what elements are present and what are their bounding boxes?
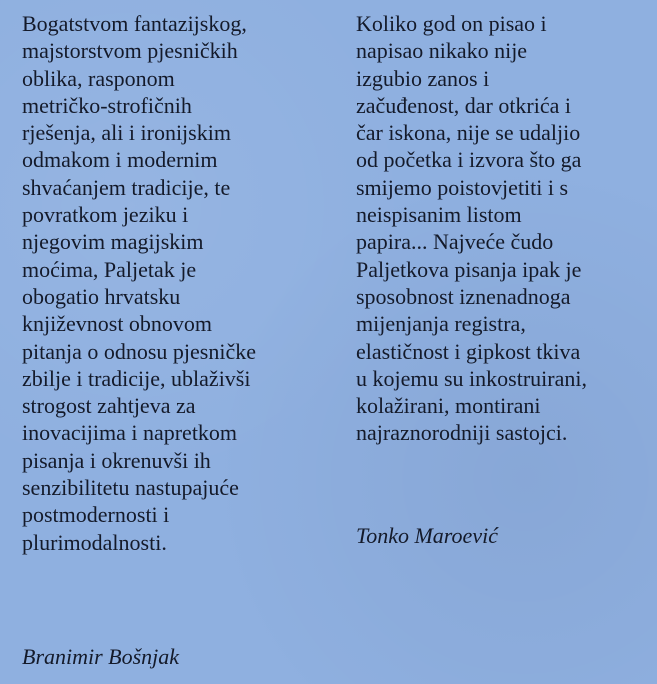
quote-line: začuđenost, dar otkrića i bbox=[356, 92, 572, 118]
quote-line: obogatio hrvatsku bbox=[22, 283, 181, 309]
quote-line: sposobnost iznenadnoga bbox=[356, 283, 571, 309]
quote-line: smijemo poistovjetiti i s bbox=[356, 174, 569, 200]
quote-line: čar iskona, nije se udaljio bbox=[356, 120, 581, 146]
quote-line: rješenja, ali i ironijskim bbox=[22, 120, 231, 146]
quote-line: shvaćanjem tradicije, te bbox=[22, 174, 231, 200]
quote-line: elastičnost i gipkost tkiva bbox=[356, 338, 581, 364]
quote-line: odmakom i modernim bbox=[22, 147, 218, 173]
quote-line: majstorstvom pjesničkih bbox=[22, 38, 238, 64]
quote-line: mijenjanja registra, bbox=[356, 311, 526, 337]
quote-line: metričko-strofičnih bbox=[22, 92, 192, 118]
quote-line: oblika, rasponom bbox=[22, 65, 175, 91]
quote-line: napisao nikako nije bbox=[356, 38, 528, 64]
quote-line: Koliko god on pisao i bbox=[356, 11, 547, 36]
quote-line: povratkom jeziku i bbox=[22, 202, 189, 228]
quote-line: najraznorodniji sastojci. bbox=[356, 420, 568, 446]
quote-line: u kojemu su inkostruirani, bbox=[356, 365, 587, 391]
quote-line: Bogatstvom fantazijskog, bbox=[22, 11, 247, 36]
quote-line: književnost obnovom bbox=[22, 311, 213, 337]
left-quote-column bbox=[22, 10, 322, 556]
quote-line: zbilje i tradicije, ublaživši bbox=[22, 365, 251, 391]
quote-line: kolažirani, montirani bbox=[356, 393, 541, 419]
quote-line: pitanja o odnosu pjesničke bbox=[22, 338, 257, 364]
quote-line: od početka i izvora što ga bbox=[356, 147, 582, 173]
quote-line: plurimodalnosti. bbox=[22, 529, 167, 555]
quote-line: izgubio zanos i bbox=[356, 65, 490, 91]
quote-line: neispisanim listom bbox=[356, 202, 522, 228]
quote-line: moćima, Paljetak je bbox=[22, 256, 197, 282]
author-signature-left: Branimir Bošnjak bbox=[22, 644, 180, 669]
quote-line: strogost zahtjeva za bbox=[22, 393, 196, 419]
quote-line: senzibilitetu nastupajuće bbox=[22, 475, 239, 501]
quote-line: inovacijima i napretkom bbox=[22, 420, 238, 446]
author-signature-right: Tonko Maroević bbox=[356, 523, 498, 548]
quote-line: Paljetkova pisanja ipak je bbox=[356, 256, 582, 282]
quote-line: postmodernosti i bbox=[22, 502, 170, 528]
quote-line: pisanja i okrenuvši ih bbox=[22, 447, 211, 473]
right-quote-column bbox=[356, 10, 656, 447]
quote-line: papira... Najveće čudo bbox=[356, 229, 554, 255]
quote-line: njegovim magijskim bbox=[22, 229, 204, 255]
